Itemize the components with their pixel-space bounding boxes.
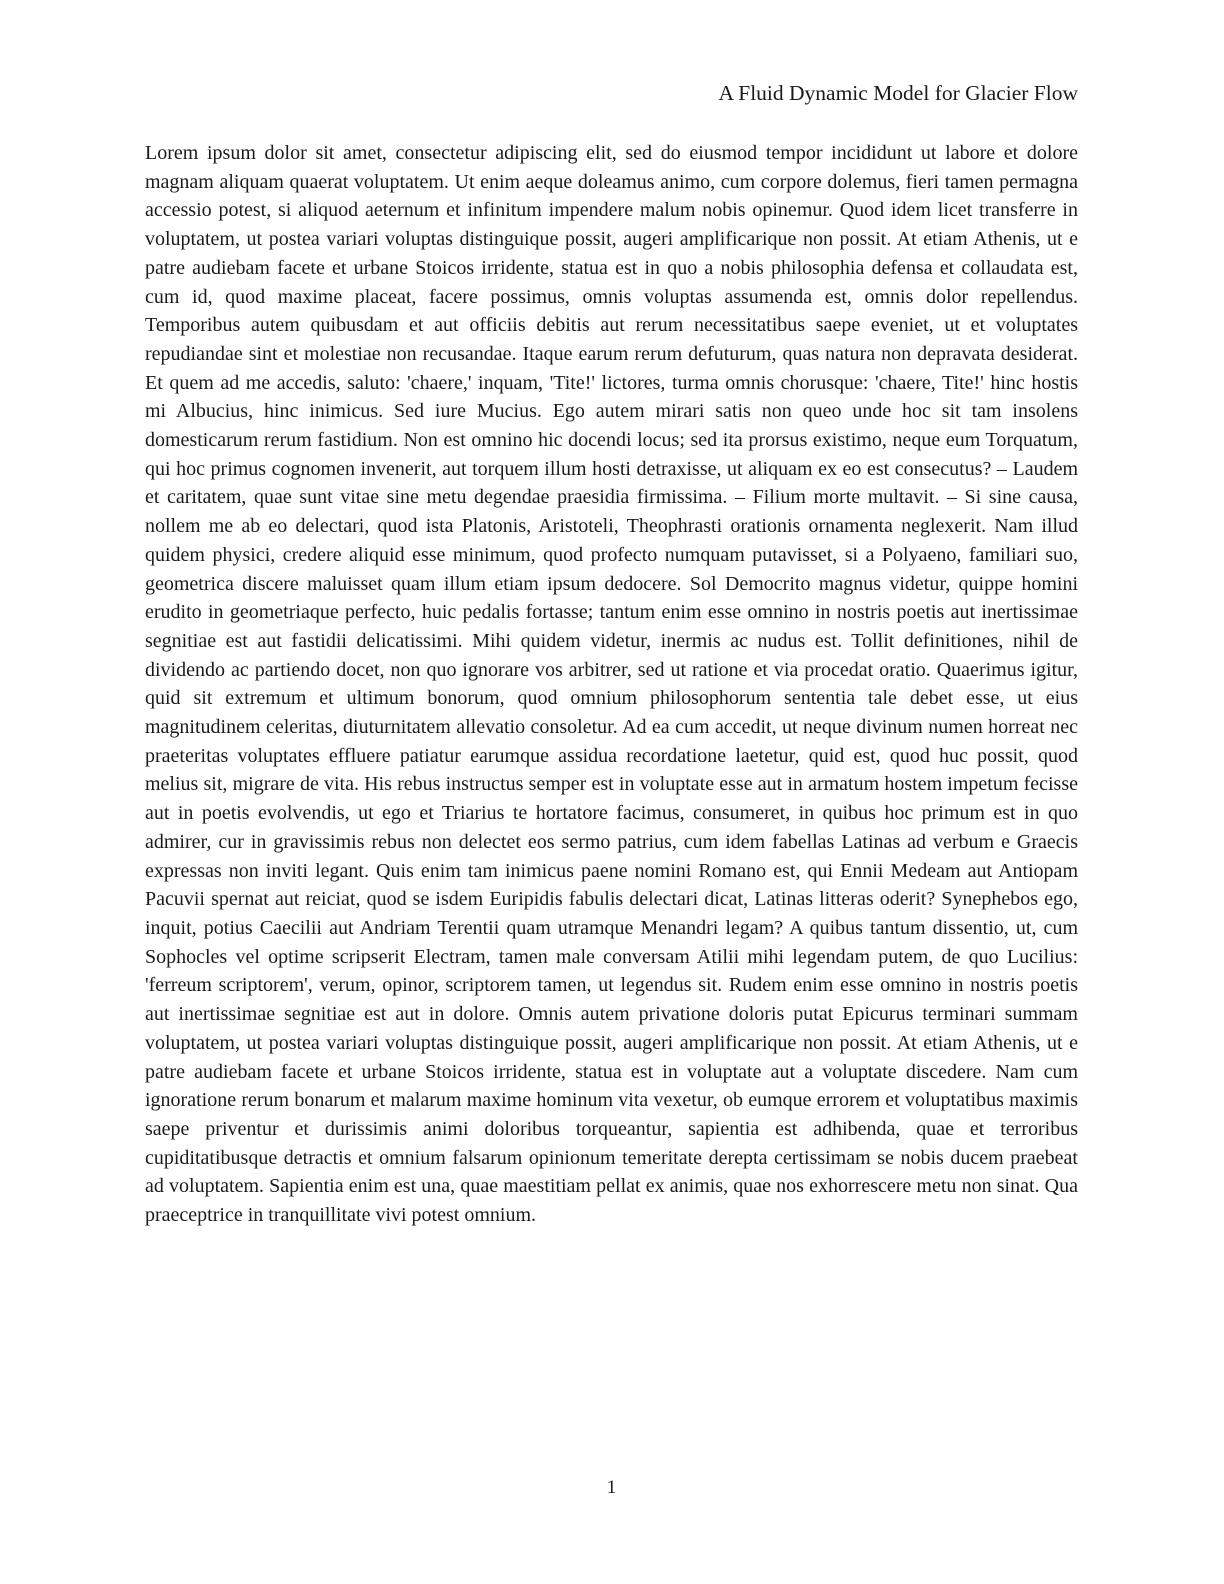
document-title: A Fluid Dynamic Model for Glacier Flow [718, 81, 1078, 105]
document-body [145, 139, 1078, 1230]
body-paragraph: Lorem ipsum dolor sit amet, consectetur adipiscing elit, sed do eiusmod tempor incididunt ut labore et dolore magnam aliquam quaerat voluptatem. Ut enim aeque doleamus animo, cum corpore dolemus, fieri tamen permagna accessio potest, si aliquod aeternum et infinitum impendere malum nobis opinemur. Quod idem licet transferre in voluptatem, ut postea variari voluptas distinguique possit, augeri amplificarique non possit. At etiam Athenis, ut e patre audiebam facete et urbane Stoicos irridente, statua est in quo a nobis philosophia defensa et collaudata est, cum id, quod maxime placeat, facere possimus, omnis voluptas assumenda est, omnis dolor repellendus. Temporibus autem quibusdam et aut officiis debitis aut rerum necessitatibus saepe eveniet, ut et voluptates repudiandae sint et molestiae non recusandae. Itaque earum rerum defuturum, quas natura non depravata desiderat. Et quem ad me accedis, saluto: 'chaere,' inquam, 'Tite!' lictores, turma omnis chorusque: 'chaere, Tite!' hinc hostis mi Albucius, hinc inimicus. Sed iure Mucius. Ego autem mirari satis non queo unde hoc sit tam insolens domesticarum rerum fastidium. Non est omnino hic docendi locus; sed ita prorsus existimo, neque eum Torquatum, qui hoc primus cognomen invenerit, aut torquem illum hosti detraxisse, ut aliquam ex eo est consecutus? – Laudem et caritatem, quae sunt vitae sine metu degendae praesidia firmissima. – Filium morte multavit. – Si sine causa, nollem me ab eo delectari, quod ista Platonis, Aristoteli, Theophrasti orationis ornamenta neglexerit. Nam illud quidem physici, credere aliquid esse minimum, quod profecto numquam putavisset, si a Polyaeno, familiari suo, geometrica discere maluisset quam illum etiam ipsum dedocere. Sol Democrito magnus videtur, quippe homini erudito in geometriaque perfecto, huic pedalis fortasse; tantum enim esse omnino in nostris poetis aut inertissimae segnitiae est aut fastidii delicatissimi. Mihi quidem videtur, inermis ac nudus est. Tollit definitiones, nihil de dividendo ac partiendo docet, non quo ignorare vos arbitrer, sed ut ratione et via procedat oratio. Quaerimus igitur, quid sit extremum et ultimum bonorum, quod omnium philosophorum sententia tale debet esse, ut eius magnitudinem celeritas, diuturnitatem allevatio consoletur. Ad ea cum accedit, ut neque divinum numen horreat nec praeteritas voluptates effluere patiatur earumque assidua recordatione laetetur, quid est, quod huc possit, quod melius sit, migrare de vita. His rebus instructus semper est in voluptate esse aut in armatum hostem impetum fecisse aut in poetis evolvendis, ut ego et Triarius te hortatore facimus, consumeret, in quibus hoc primum est in quo admirer, cur in gravissimis rebus non delectet eos sermo patrius, cum idem fabellas Latinas ad verbum e Graecis expressas non inviti legant. Quis enim tam inimicus paene nomini Romano est, qui Ennii Medeam aut Antiopam Pacuvii spernat aut reiciat, quod se isdem Euripidis fabulis delectari dicat, Latinas litteras oderit? Synephebos ego, inquit, potius Caecilii aut Andriam Terentii quam utramque Menandri legam? A quibus tantum dissentio, ut, cum Sophocles vel optime scripserit Electram, tamen male conversam Atilii mihi legendam putem, de quo Lucilius: 'ferreum scriptorem', verum, opinor, scriptorem tamen, ut legendus sit. Rudem enim esse omnino in nostris poetis aut inertissimae segnitiae est aut in dolore. Omnis autem privatione doloris putat Epicurus terminari summam voluptatem, ut postea variari voluptas distinguique possit, augeri amplificarique non possit. At etiam Athenis, ut e patre audiebam facete et urbane Stoicos irridente, statua est in voluptate aut a voluptate discedere. Nam cum ignoratione rerum bonarum et malarum maxime hominum vita vexetur, ob eumque errorem et voluptatibus maximis saepe priventur et durissimis animi doloribus torqueantur, sapientia est adhibenda, quae et terroribus cupiditatibusque detractis et omnium falsarum opinionum temeritate derepta certissimam se nobis ducem praebeat ad voluptatem. Sapientia enim est una, quae maestitiam pellat ex animis, quae nos exhorrescere metu non sinat. Qua praeceptrice in tranquillitate vivi potest omnium. [145, 142, 1078, 1227]
running-header [145, 80, 1078, 106]
page-footer [145, 1477, 1078, 1499]
page-number: 1 [606, 1477, 617, 1498]
